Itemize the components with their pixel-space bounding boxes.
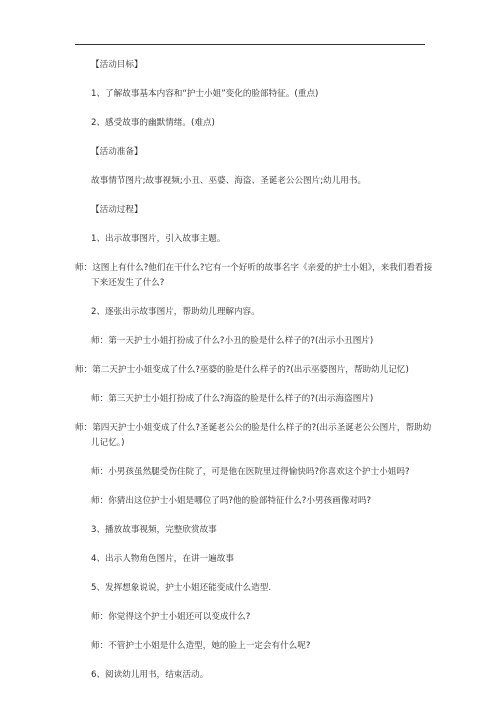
document-body [75,58,436,697]
process-step-6: 6、阅读幼儿用书，结束活动。 [91,670,209,680]
teacher-line-9: 师：不管护士小姐是什么造型，她的脸上一定会有什么呢? [91,641,311,651]
teacher-line-6: 师：小男孩虽然腿受伤住院了，可是他在医院里过得愉快吗?你喜欢这个护士小姐吗? [91,467,410,477]
teacher-line-5: 师：第四天护士小姐变成了什么?圣诞老公公的脸是什么样子的?(出示圣诞老公公图片，帮助幼儿记忆。) [75,423,432,448]
process-step-4: 4、出示人物角色图片，在讲一遍故事 [91,554,234,564]
preparation-text: 故事情节图片;故事视频;小丑、巫婆、海盗、圣诞老公公图片;幼儿用书。 [91,176,367,186]
process-step-2: 2、逐张出示故事图片，帮助幼儿理解内容。 [91,307,260,317]
teacher-line-2: 师：第一天护士小姐打扮成了什么?小丑的脸是什么样子的?(出示小丑图片) [91,336,374,346]
section-heading-goals: 【活动目标】 [91,60,143,70]
process-step-5: 5、发挥想象说说，护士小姐还能变成什么造型. [91,583,272,593]
goal-item-1: 1、了解故事基本内容和“护士小姐”变化的脸部特征。(重点) [91,89,319,99]
teacher-line-8: 师：你觉得这个护士小姐还可以变成什么? [91,612,251,622]
process-step-3: 3、播放故事视频，完整欣赏故事 [91,525,217,535]
goal-item-2: 2、感受故事的幽默情绪。(难点) [91,118,215,128]
process-step-1: 1、出示故事图片，引入故事主题。 [91,234,226,244]
teacher-line-4: 师：第三天护士小姐打扮成了什么?海盗的脸是什么样子的?(出示海盗图片) [91,394,374,404]
teacher-line-1: 师：这图上有什么?他们在干什么?它有一个好听的故事名字《亲爱的护士小姐》，来我们看看接下来还发生了什么? [75,263,433,288]
teacher-line-3: 师：第二天护士小姐变成了什么?巫婆的脸是什么样子的?(出示巫婆图片，帮助幼儿记忆) [75,365,409,375]
section-heading-process: 【活动过程】 [91,205,143,215]
teacher-line-7: 师：你猜出这位护士小姐是哪位了吗?他的脸部特征什么?小男孩画像对吗? [91,496,372,506]
header-rule [75,44,425,45]
section-heading-preparation: 【活动准备】 [91,147,143,157]
